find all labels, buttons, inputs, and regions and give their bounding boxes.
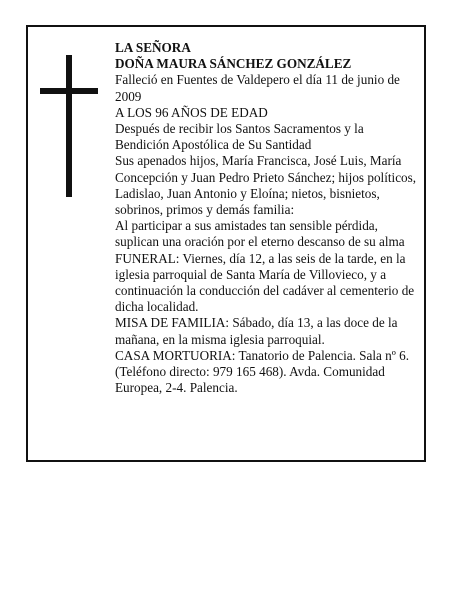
prayer-request: Al participar a sus amistades tan sensible pérdida, suplican una oración por el eterno descanso de su alma <box>115 218 405 250</box>
obituary-notice <box>26 25 426 462</box>
family-mass-details: MISA DE FAMILIA: Sábado, día 13, a las doce de la mañana, en la misma iglesia parroquial. <box>115 315 398 347</box>
age-at-death: A LOS 96 AÑOS DE EDAD <box>115 104 268 120</box>
funeral-details: FUNERAL: Viernes, día 12, a las seis de la tarde, en la iglesia parroquial de Santa María de Villovieco, y a continuación la conducción del cadáver al cementerio de dicha localidad. <box>115 250 415 315</box>
cross-horizontal-bar <box>40 88 98 94</box>
sacraments-note: Después de recibir los Santos Sacramentos y la Bendición Apostólica de Su Santidad <box>115 121 364 153</box>
cross-vertical-bar <box>66 55 72 197</box>
deceased-name: DOÑA MAURA SÁNCHEZ GONZÁLEZ <box>115 56 352 72</box>
heading-title: LA SEÑORA <box>115 40 191 55</box>
notice-text <box>115 40 420 396</box>
funeral-home-details: CASA MORTUORIA: Tanatorio de Palencia. Sala nº 6. (Teléfono directo: 979 165 468). Avda. Comunidad Europea, 2-4. Palencia. <box>115 347 410 396</box>
cross-icon <box>40 55 98 197</box>
death-date-place: Falleció en Fuentes de Valdepero el día 11 de junio de 2009 <box>115 72 400 104</box>
family-mourners: Sus apenados hijos, María Francisca, José Luis, María Concepción y Juan Pedro Prieto Sánchez; hijos políticos, Ladislao, Juan Antonio y Eloína; nietos, bisnietos, sobrinos, primos y demás familia: <box>115 153 417 218</box>
